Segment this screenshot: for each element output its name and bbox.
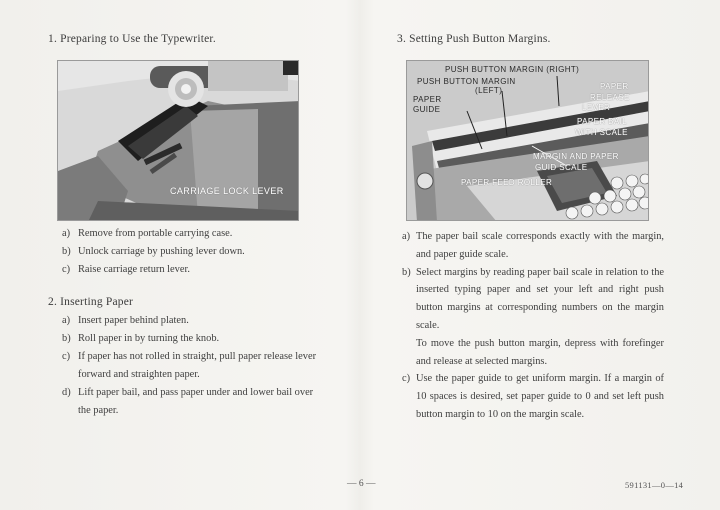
list-item: b) Select margins by reading paper bail scale in relation to the inserted typing paper and set your left and right push button margins at corresponding numbers on the margin scale. — [402, 266, 664, 331]
push-button-margins-photo — [406, 60, 649, 221]
document-code: 591131—0—14 — [625, 480, 684, 490]
paper-bail-label-1: PAPER BAIL — [577, 117, 628, 126]
paper-feed-roller-label: PAPER FEED ROLLER — [461, 178, 553, 187]
margin-guide-scale-label-1: MARGIN AND PAPER — [533, 152, 619, 161]
list-item: d) Lift paper bail, and pass paper under and lower bail over the paper. — [62, 387, 314, 416]
list-item: b) Roll paper in by turning the knob. — [62, 333, 220, 344]
margin-right-label: PUSH BUTTON MARGIN (RIGHT) — [445, 65, 580, 74]
release-lever-label-2: RELEASE — [590, 93, 630, 102]
list-item: c) If paper has not rolled in straight, pull paper release lever forward and straighten paper. — [62, 351, 317, 380]
list-item-continuation: To move the push button margin, depress with forefinger and release at selected margins. — [416, 337, 664, 367]
list-item: c) Raise carriage return lever. — [62, 264, 190, 275]
margin-left-label-1: PUSH BUTTON MARGIN — [417, 77, 516, 86]
margin-guide-scale-label-2: GUID SCALE — [535, 163, 588, 172]
section-2-list — [62, 312, 322, 420]
release-lever-label-1: PAPER — [600, 82, 629, 91]
carriage-lock-lever-label: CARRIAGE LOCK LEVER — [170, 186, 284, 196]
margin-left-label-2: (LEFT) — [475, 86, 503, 95]
typewriter-carriage-illustration — [58, 61, 299, 221]
paper-guide-label-1: PAPER — [413, 95, 442, 104]
list-item: b) Unlock carriage by pushing lever down. — [62, 246, 245, 257]
section-3-list — [402, 228, 664, 424]
carriage-lock-photo — [57, 60, 299, 221]
page-number: — 6 — — [347, 479, 376, 489]
list-item: a) The paper bail scale corresponds exactly with the margin, and paper guide scale. — [402, 231, 664, 260]
list-item: c) Use the paper guide to get uniform margin. If a margin of 10 spaces is desired, set paper guide to 0 and set left push button margin to 10 on the margin scale. — [402, 373, 664, 420]
section-1-title: 1. Preparing to Use the Typewriter. — [48, 33, 216, 45]
paper-bail-label-2: WITH SCALE — [575, 128, 628, 137]
paper-guide-label-2: GUIDE — [413, 105, 441, 114]
list-item: a) Remove from portable carrying case. — [62, 228, 233, 239]
section-2-title: 2. Inserting Paper — [48, 296, 134, 308]
release-lever-label-3: LEVER — [582, 103, 611, 112]
list-item: a) Insert paper behind platen. — [62, 315, 189, 326]
section-3-title: 3. Setting Push Button Margins. — [397, 33, 551, 45]
section-1-list — [62, 225, 302, 279]
